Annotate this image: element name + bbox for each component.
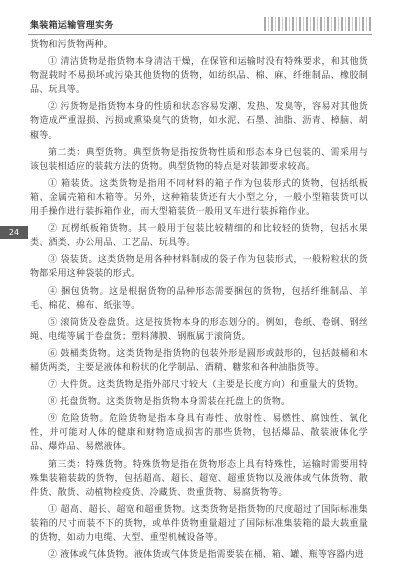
paragraph: ⑦ 大件货。这类货物是指外部尺寸较大（主要是长度方向）和重量大的货物。 [48,380,364,391]
paragraph: ④ 捆包货物。这是根据货物的品种形态需要捆包的货物，包括纤维制品、羊毛、棉花、棉布、纸张等。 [30,286,368,311]
paragraph: 货物和污货物两种。 [30,40,113,50]
paragraph: ① 箱装货。这类货物是指用不同材料的箱子作为包装形式的货物，包括纸板箱、金属壳箱和木箱等。另外，这种箱装货还有大小型之分，一般小型箱装货可以用手操作进行装拆箱作业，而大型箱装货一般用叉车进行装拆箱作业。 [30,178,368,218]
running-header [28,16,372,35]
paragraph: ③ 袋装货。这类货物是用各种材料制成的袋子作为包装形式，一般粉粒状的货物都采用这种袋装的形式。 [30,255,368,280]
paragraph: 第二类：典型货物。典型货物是指按货物性质和形态本身已包装的、需采用与该包装相适应的装载方法的货物。典型货物的特点是对装卸要求较高。 [30,147,368,172]
page-number: 24 [8,228,20,237]
paragraph: 第三类：特殊货物。特殊货物是指在货物形态上具有特殊性，运输时需要用特殊集装箱装载的货物，包括超高、超长、超宽、超重货物以及液体或气体货物、散件货、散货、动植物检疫货、冷藏货、贵重货物、易腐货物等。 [30,459,368,498]
paragraph: ② 液体或气体货物。液体货或气体货是指需要装在桶、箱、罐、瓶等容器内进 [48,550,364,561]
book-title: 集装箱运输管理实务 [30,21,114,31]
paragraph: ⑥ 鼓桶类货物。这类货物是指货物的包装外形是圆形或鼓形的，包括鼓桶和木桶货两类，主要是液体和粉状的化学制品、酒精、糖浆和各种油脂货等。 [30,348,368,373]
paragraph: ⑧ 托盘货物。这类货物是指货物本身需装在托盘上的货物。 [48,397,291,408]
paragraph: ① 超高、超长、超宽和超重货物。这类货物是指货物的尺度超过了国际标准集装箱的尺寸而装不下的货物，或单件货物重量超过了国际标准集装箱的最大载重量的货物，如动力电缆、大型、重型机械设备等。 [30,504,368,543]
page-number-tab [0,226,28,239]
paragraph: ⑨ 危险货物。危险货物是指本身具有毒性、放射性、易燃性、腐蚀性、氧化性，并可能对人体的健康和财物造成损害的那些货物，包括爆品、散装液体化学品、爆炸品、易燃液体。 [30,414,368,453]
paragraph: ② 污货物是指货物本身的性质和状态容易发潮、发热、发臭等，容易对其他货物造成严重湿损、污损或熏染臭气的货物，如水泥、石墨、油脂、沥青、樟脑、胡椒等。 [30,102,368,141]
paragraph: ⑤ 滚筒货及卷盘货。这是按货物本身的形态划分的。例如，卷纸、卷钢、钢丝绳、电缆等属于卷盘货；塑料薄膜、钢瓶属于滚筒货。 [30,317,368,342]
body-text [30,38,368,565]
paragraph: ① 清洁货物是指货物本身清洁干燥，在保管和运输时没有特殊要求，和其他货物混载时不易损坏或污染其他货物的货物，如纺织品、棉、麻、纤维制品、橡胶制品、玩具等。 [30,57,368,96]
header-decoration-bars [264,17,372,31]
paragraph: ② 瓦楞纸板箱货物。其一般用于包装比较精细的和比较轻的货物，包括水果类、酒类、办公用品、工艺品、玩具等。 [30,224,368,249]
